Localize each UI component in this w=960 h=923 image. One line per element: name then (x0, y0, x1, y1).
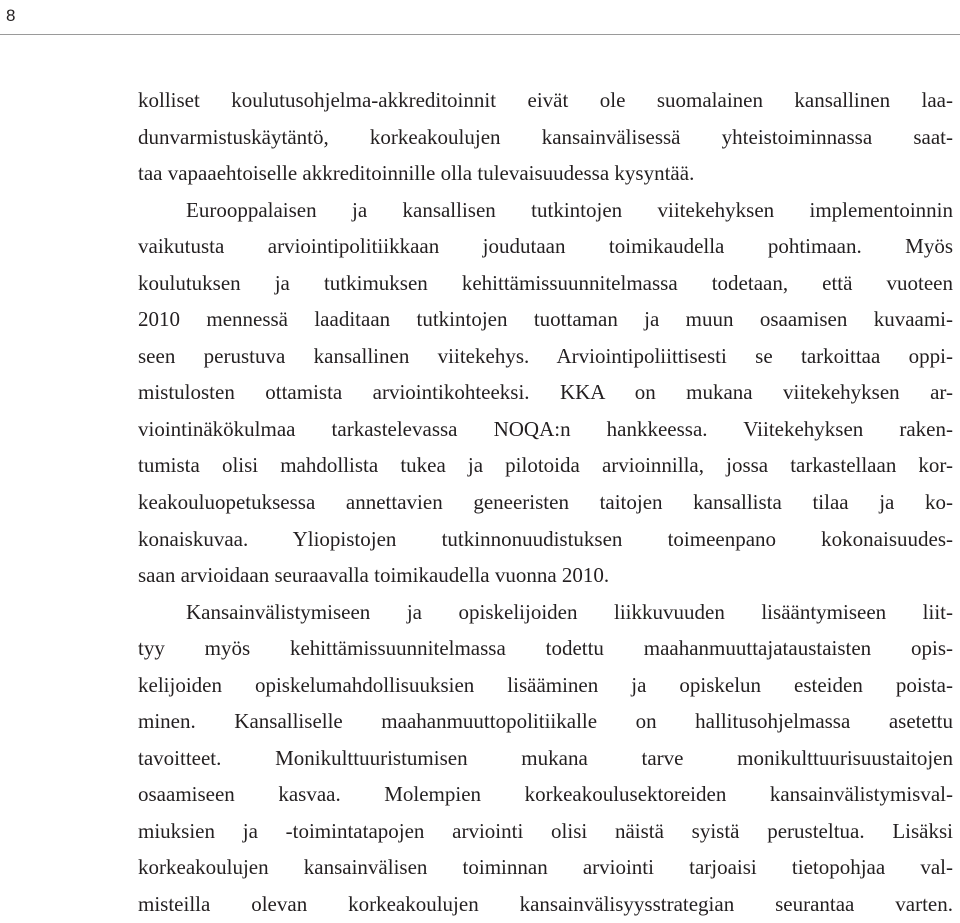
text-line: osaamiseen kasvaa. Molempien korkeakoulusektoreiden kansainvälistymisval- (138, 782, 953, 807)
text-line: misteilla olevan korkeakoulujen kansainvälisyysstrategian seurantaa varten. (138, 892, 953, 917)
text-line: viointinäkökulmaa tarkastelevassa NOQA:n hankkeessa. Viitekehyksen raken- (138, 416, 953, 441)
text-line: 2010 mennessä laaditaan tutkintojen tuottaman ja muun osaamisen kuvaami- (138, 307, 953, 332)
text-line: koulutuksen ja tutkimuksen kehittämissuunnitelmassa todetaan, että vuoteen (138, 270, 953, 295)
text-line: minen. Kansalliselle maahanmuuttopolitiikalle on hallitusohjelmassa asetettu (138, 709, 953, 734)
text-line: mistulosten ottamista arviointikohteeksi. KKA on mukana viitekehyksen ar- (138, 380, 953, 405)
paragraph-start-line: Kansainvälistymiseen ja opiskelijoiden liikkuvuuden lisääntymiseen liit- (186, 599, 953, 624)
text-line: konaiskuvaa. Yliopistojen tutkinnonuudistuksen toimeenpano kokonaisuudes- (138, 526, 953, 551)
text-line: miuksien ja -toimintatapojen arviointi olisi näistä syistä perusteltua. Lisäksi (138, 818, 953, 843)
text-line: dunvarmistuskäytäntö, korkeakoulujen kansainvälisessä yhteistoiminnassa saat- (138, 124, 953, 149)
text-line: saan arvioidaan seuraavalla toimikaudella vuonna 2010. (138, 563, 610, 588)
text-line: tyy myös kehittämissuunnitelmassa todettu maahanmuuttajataustaisten opis- (138, 636, 953, 661)
text-line: kelijoiden opiskelumahdollisuuksien lisääminen ja opiskelun esteiden poista- (138, 672, 953, 697)
text-line: taa vapaaehtoiselle akkreditoinnille olla tulevaisuudessa kysyntää. (138, 161, 695, 186)
text-line: korkeakoulujen kansainvälisen toiminnan arviointi tarjoaisi tietopohjaa val- (138, 855, 953, 880)
text-line: vaikutusta arviointipolitiikkaan joudutaan toimikaudella pohtimaan. Myös (138, 234, 953, 259)
text-line: keakouluopetuksessa annettavien geneeristen taitojen kansallista tilaa ja ko- (138, 490, 953, 515)
text-line: seen perustuva kansallinen viitekehys. Arviointipoliittisesti se tarkoittaa oppi- (138, 343, 953, 368)
page-number: 8 (6, 6, 16, 25)
text-line: tavoitteet. Monikulttuuristumisen mukana tarve monikulttuurisuustaitojen (138, 745, 953, 770)
text-line: kolliset koulutusohjelma-akkreditoinnit eivät ole suomalainen kansallinen laa- (138, 88, 953, 112)
header-rule (0, 34, 960, 35)
body-text (138, 82, 953, 923)
paragraph-start-line: Eurooppalaisen ja kansallisen tutkintojen viitekehyksen implementoinnin (186, 197, 953, 222)
text-line: tumista olisi mahdollista tukea ja pilotoida arvioinnilla, jossa tarkastellaan kor- (138, 453, 953, 478)
